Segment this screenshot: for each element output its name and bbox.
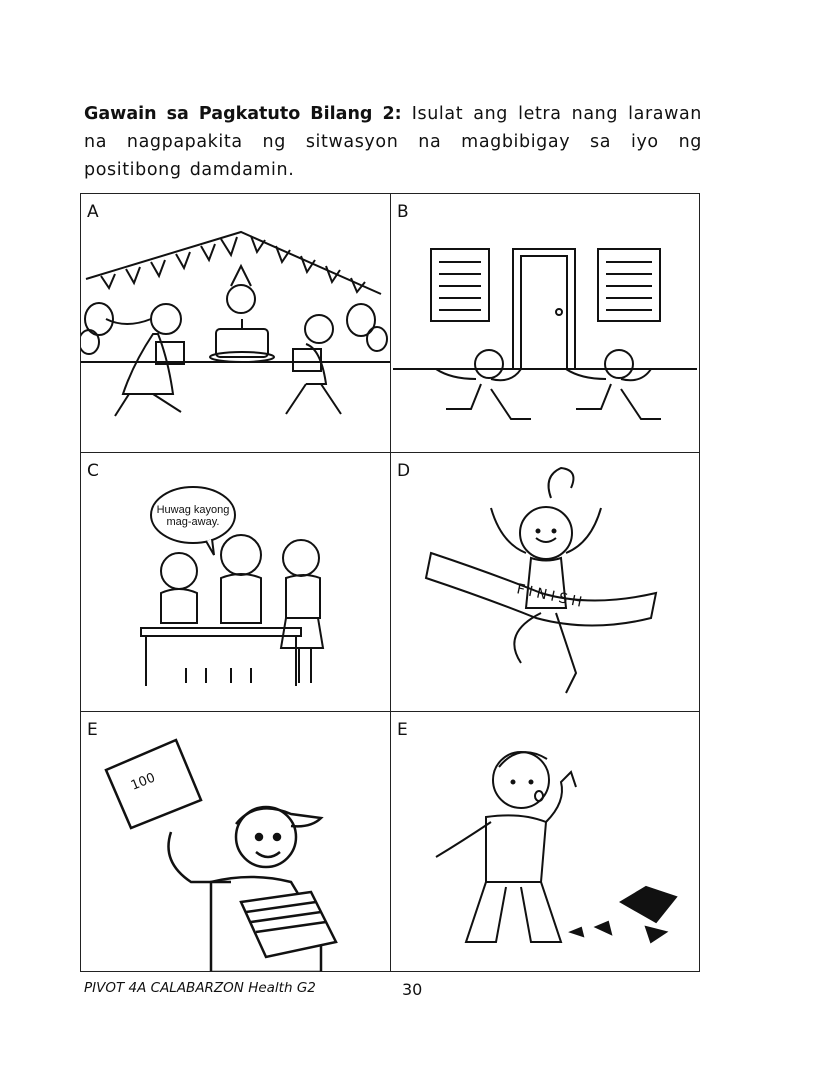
classroom-children-illustration — [81, 453, 391, 712]
speech-bubble-line-2: mag-away. — [166, 516, 220, 528]
page-number: 30 — [402, 980, 423, 999]
instruction-text: Isulat ang letra nang larawan na nagpapakita ng sitwasyon na magbibigay sa iyo ng positibong damdamin. — [84, 104, 702, 180]
birthday-party-illustration — [81, 194, 391, 453]
footer-source: PIVOT 4A CALABARZON Health G2 — [84, 980, 316, 996]
picture-cell-c — [81, 453, 391, 712]
picture-cell-e-right — [391, 712, 699, 971]
finish-banner-text: FINISH — [515, 581, 588, 612]
picture-letter: E — [397, 720, 408, 740]
finish-line-runner-illustration — [391, 453, 699, 712]
picture-letter: A — [87, 202, 99, 222]
children-running-illustration — [391, 194, 699, 453]
picture-letter: C — [87, 461, 99, 481]
picture-cell-e-left — [81, 712, 391, 971]
picture-cell-b — [391, 194, 699, 453]
picture-cell-d — [391, 453, 699, 712]
picture-cell-a — [81, 194, 391, 453]
paper-score: 100 — [128, 770, 158, 794]
activity-label: Gawain sa Pagkatuto Bilang 2: — [84, 104, 402, 124]
boy-broken-pot-illustration — [391, 712, 699, 971]
picture-letter: D — [397, 461, 411, 481]
picture-letter: B — [397, 202, 409, 222]
picture-grid — [80, 193, 700, 972]
picture-letter: E — [87, 720, 98, 740]
boy-with-test-paper-illustration — [81, 712, 391, 971]
speech-bubble-line-1: Huwag kayong — [156, 504, 230, 516]
instruction-paragraph — [84, 100, 702, 184]
